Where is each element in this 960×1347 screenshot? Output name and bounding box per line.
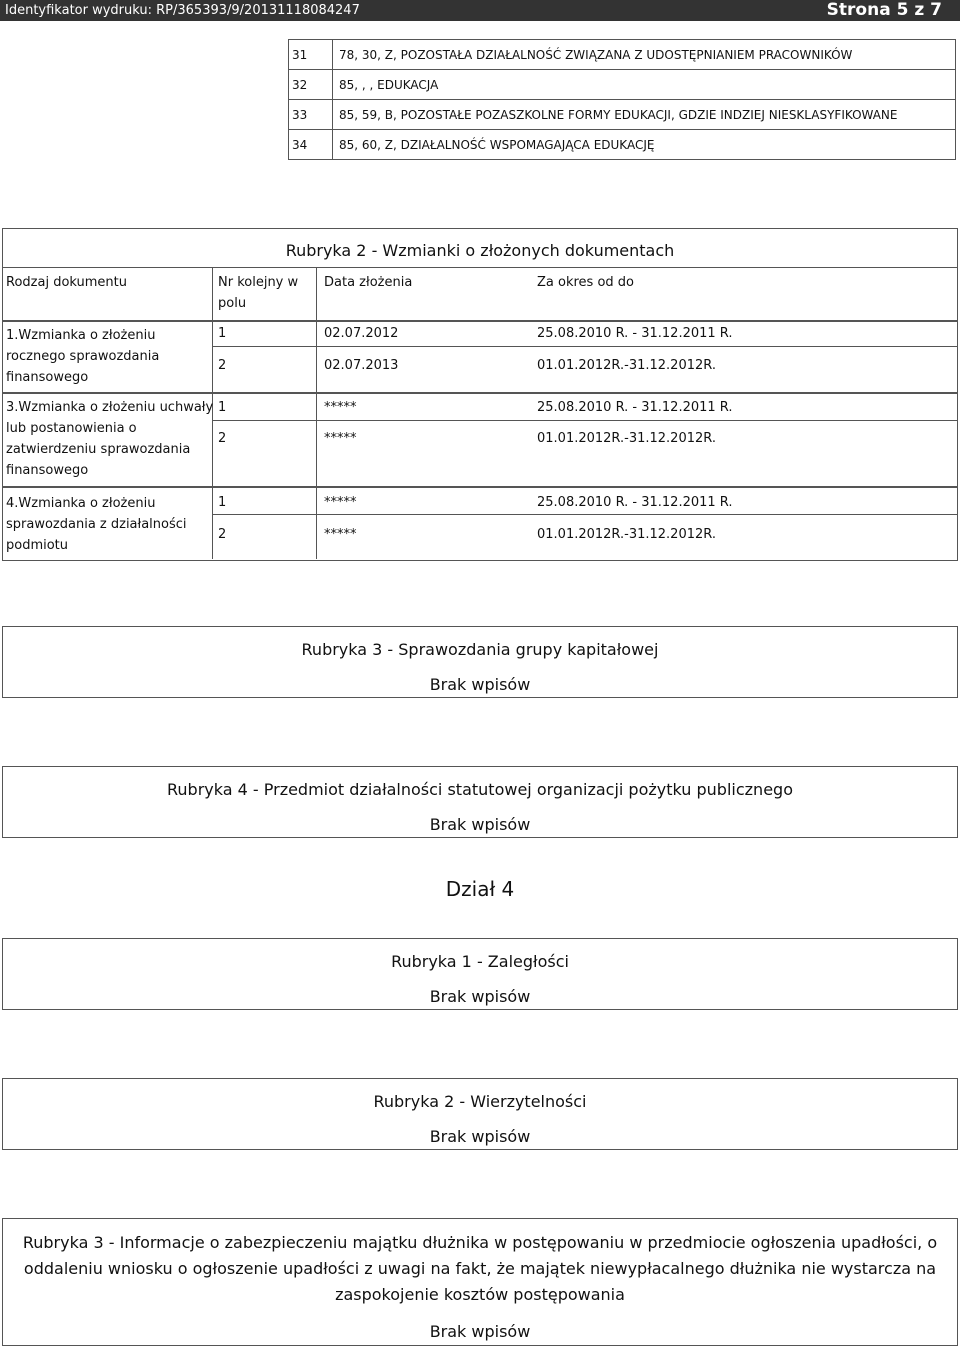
- label-line: zatwierdzeniu sprawozdania: [6, 442, 191, 457]
- entry-period: 01.01.2012R.-31.12.2012R.: [537, 358, 716, 373]
- column-header-okres: Za okres od do: [537, 275, 634, 290]
- rubryka4-value: Brak wpisów: [429, 815, 531, 834]
- row-number: 34: [289, 130, 333, 160]
- entry-period: 01.01.2012R.-31.12.2012R.: [537, 527, 716, 542]
- d4-rubryka3-title-line: zaspokojenie kosztów postępowania: [335, 1285, 625, 1304]
- entry-period: 01.01.2012R.-31.12.2012R.: [537, 431, 716, 446]
- entry-number: 1: [218, 495, 227, 510]
- table-row: [289, 100, 956, 130]
- row-number: 32: [289, 70, 333, 100]
- column-divider: [212, 486, 213, 559]
- entry-date: *****: [324, 527, 357, 542]
- entry-number: 2: [218, 527, 227, 542]
- entry-number: 2: [218, 431, 227, 446]
- document-type-label: [6, 325, 159, 388]
- column-divider: [316, 392, 317, 486]
- row-text: 85, 59, B, POZOSTAŁE POZASZKOLNE FORMY EDUKACJI, GDZIE INDZIEJ NIESKLASYFIKOWANE: [333, 100, 956, 130]
- entry-date: *****: [324, 400, 357, 415]
- entry-period: 25.08.2010 R. - 31.12.2011 R.: [537, 326, 733, 341]
- print-header: [0, 0, 960, 21]
- entry-period: 25.08.2010 R. - 31.12.2011 R.: [537, 400, 733, 415]
- row-divider: [212, 346, 957, 347]
- column-divider: [212, 320, 213, 392]
- table-row: [289, 40, 956, 70]
- entry-date: 02.07.2012: [324, 326, 399, 341]
- d4-rubryka3-title-line: oddaleniu wniosku o ogłoszenie upadłości z uwagi na fakt, że majątek niewypłacalnego dłużnika nie wystarcza na: [23, 1259, 937, 1278]
- page-number: Strona 5 z 7: [826, 0, 942, 20]
- row-divider: [212, 514, 957, 515]
- rubryka3-box: [2, 626, 958, 698]
- column-divider: [212, 267, 213, 320]
- rubryka3-value: Brak wpisów: [429, 675, 531, 694]
- row-text: 85, , , EDUKACJA: [333, 70, 956, 100]
- label-line: podmiotu: [6, 538, 69, 553]
- row-number: 31: [289, 40, 333, 70]
- d4-rubryka1-title: Rubryka 1 - Zaległości: [391, 952, 569, 971]
- entry-number: 1: [218, 400, 227, 415]
- label-line: finansowego: [6, 463, 89, 478]
- column-header-data: Data złożenia: [324, 275, 413, 290]
- column-header-rodzaj: Rodzaj dokumentu: [6, 275, 127, 290]
- d4-rubryka1-box: [2, 938, 958, 1010]
- row-text: 78, 30, Z, POZOSTAŁA DZIAŁALNOŚĆ ZWIĄZANA Z UDOSTĘPNIANIEM PRACOWNIKÓW: [333, 40, 956, 70]
- d4-rubryka1-value: Brak wpisów: [429, 987, 531, 1006]
- table-row: [289, 70, 956, 100]
- rubryka4-title: Rubryka 4 - Przedmiot działalności statutowej organizacji pożytku publicznego: [167, 780, 793, 799]
- row-text: 85, 60, Z, DZIAŁALNOŚĆ WSPOMAGAJĄCA EDUKACJĘ: [333, 130, 956, 160]
- d4-rubryka3-value: Brak wpisów: [429, 1322, 531, 1341]
- entry-date: *****: [324, 431, 357, 446]
- row-number: 33: [289, 100, 333, 130]
- label-line: sprawozdania z działalności: [6, 517, 187, 532]
- column-divider: [316, 320, 317, 392]
- column-header-nr: Nr kolejny w: [218, 275, 299, 290]
- pkd-table: [288, 39, 956, 160]
- entry-date: *****: [324, 495, 357, 510]
- column-divider: [316, 486, 317, 559]
- d4-rubryka2-title: Rubryka 2 - Wierzytelności: [373, 1092, 587, 1111]
- rubryka2-title: Rubryka 2 - Wzmianki o złożonych dokumentach: [285, 241, 675, 260]
- d4-rubryka3-box: [2, 1218, 958, 1346]
- document-type-label: [6, 397, 213, 481]
- row-divider: [212, 420, 957, 421]
- row-divider: [2, 267, 957, 268]
- table-row: [289, 130, 956, 160]
- rubryka4-box: [2, 766, 958, 838]
- entry-number: 1: [218, 326, 227, 341]
- d4-rubryka2-box: [2, 1078, 958, 1150]
- label-line: 3.Wzmianka o złożeniu uchwały: [6, 400, 214, 415]
- column-divider: [316, 267, 317, 320]
- label-line: lub postanowienia o: [6, 421, 137, 436]
- print-identifier: Identyfikator wydruku: RP/365393/9/20131118084247: [5, 3, 360, 18]
- document-type-label: [6, 493, 187, 556]
- column-header-nr-line2: polu: [218, 296, 247, 311]
- label-line: 4.Wzmianka o złożeniu: [6, 496, 156, 511]
- d4-rubryka3-title-line: Rubryka 3 - Informacje o zabezpieczeniu majątku dłużnika w postępowaniu w przedmiocie ogłoszenia upadłości, o: [22, 1233, 938, 1252]
- label-line: finansowego: [6, 370, 89, 385]
- label-line: rocznego sprawozdania: [6, 349, 160, 364]
- rubryka3-title: Rubryka 3 - Sprawozdania grupy kapitałowej: [301, 640, 659, 659]
- d4-rubryka2-value: Brak wpisów: [429, 1127, 531, 1146]
- section-title: Dział 4: [445, 877, 515, 901]
- label-line: 1.Wzmianka o złożeniu: [6, 328, 156, 343]
- entry-period: 25.08.2010 R. - 31.12.2011 R.: [537, 495, 733, 510]
- entry-date: 02.07.2013: [324, 358, 399, 373]
- entry-number: 2: [218, 358, 227, 373]
